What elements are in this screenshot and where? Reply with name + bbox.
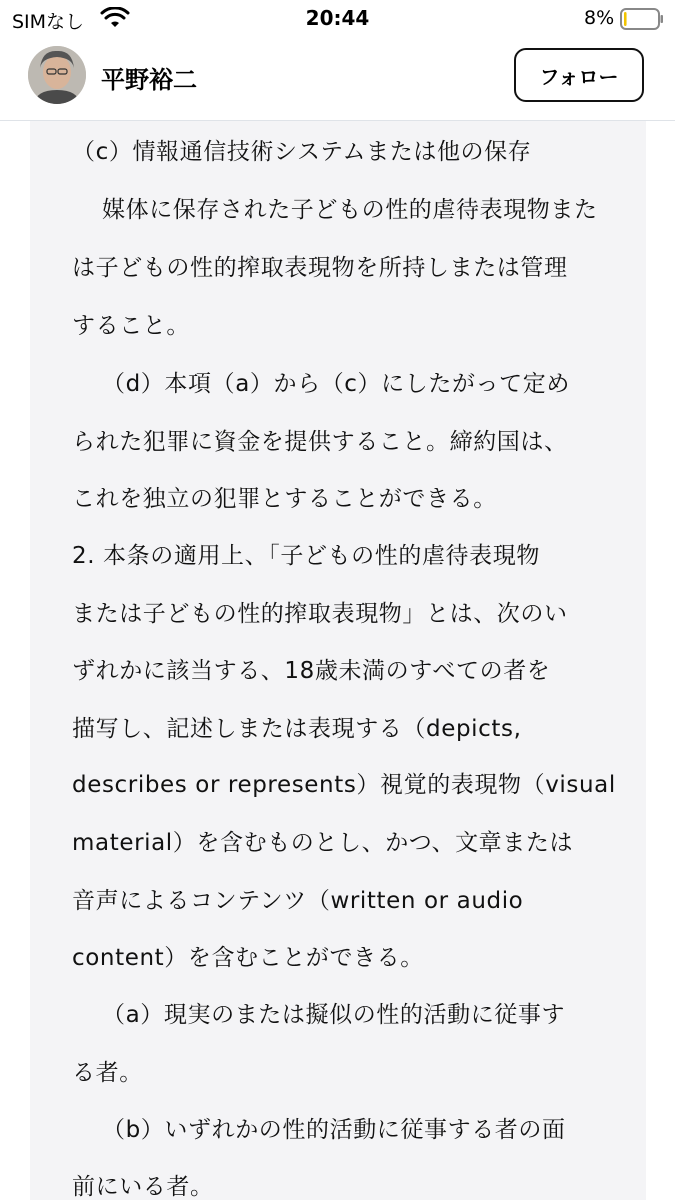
carrier-label: SIMなし (12, 11, 85, 33)
document-line: describes or represents）視覚的表現物（visual (72, 772, 616, 798)
document-line: ずれかに該当する、18歳未満のすべての者を (72, 658, 551, 684)
document-line: 2. 本条の適用上、「子どもの性的虐待表現物 (72, 543, 540, 569)
battery-percent: 8% (584, 7, 615, 29)
follow-button[interactable]: フォロー (514, 48, 644, 102)
document-line: （c）情報通信技術システムまたは他の保存 (72, 139, 532, 165)
battery-icon (620, 8, 664, 30)
document-line: これを独立の犯罪とすることができる。 (72, 486, 497, 512)
document-line: すること。 (72, 313, 190, 339)
document-line: （d）本項（a）から（c）にしたがって定め (102, 371, 570, 397)
document-line: material）を含むものとし、かつ、文章または (72, 830, 574, 856)
document-line: 描写し、記述しまたは表現する（depicts, (72, 716, 522, 742)
document-line: は子どもの性的搾取表現物を所持しまたは管理 (72, 255, 568, 281)
status-time: 20:44 (305, 6, 370, 30)
author-name[interactable]: 平野裕二 (101, 66, 197, 94)
document-line: （b）いずれかの性的活動に従事する者の面 (102, 1117, 566, 1143)
document-line: 媒体に保存された子どもの性的虐待表現物また (102, 197, 598, 223)
document-line: または子どもの性的搾取表現物」とは、次のい (72, 601, 568, 627)
document-line: られた犯罪に資金を提供すること。締約国は、 (72, 429, 568, 455)
document-line: る者。 (72, 1060, 143, 1086)
profile-header (0, 38, 675, 121)
document-line: （a）現実のまたは擬似の性的活動に従事す (102, 1002, 566, 1028)
battery-level-fill (624, 12, 627, 26)
avatar-image (28, 46, 86, 104)
status-bar (0, 0, 675, 38)
document-line: content）を含むことができる。 (72, 945, 424, 971)
avatar[interactable] (28, 46, 86, 104)
document-image (30, 121, 646, 1200)
document-line: 前にいる者。 (72, 1174, 214, 1200)
document-line: 音声によるコンテンツ（written or audio (72, 888, 524, 914)
